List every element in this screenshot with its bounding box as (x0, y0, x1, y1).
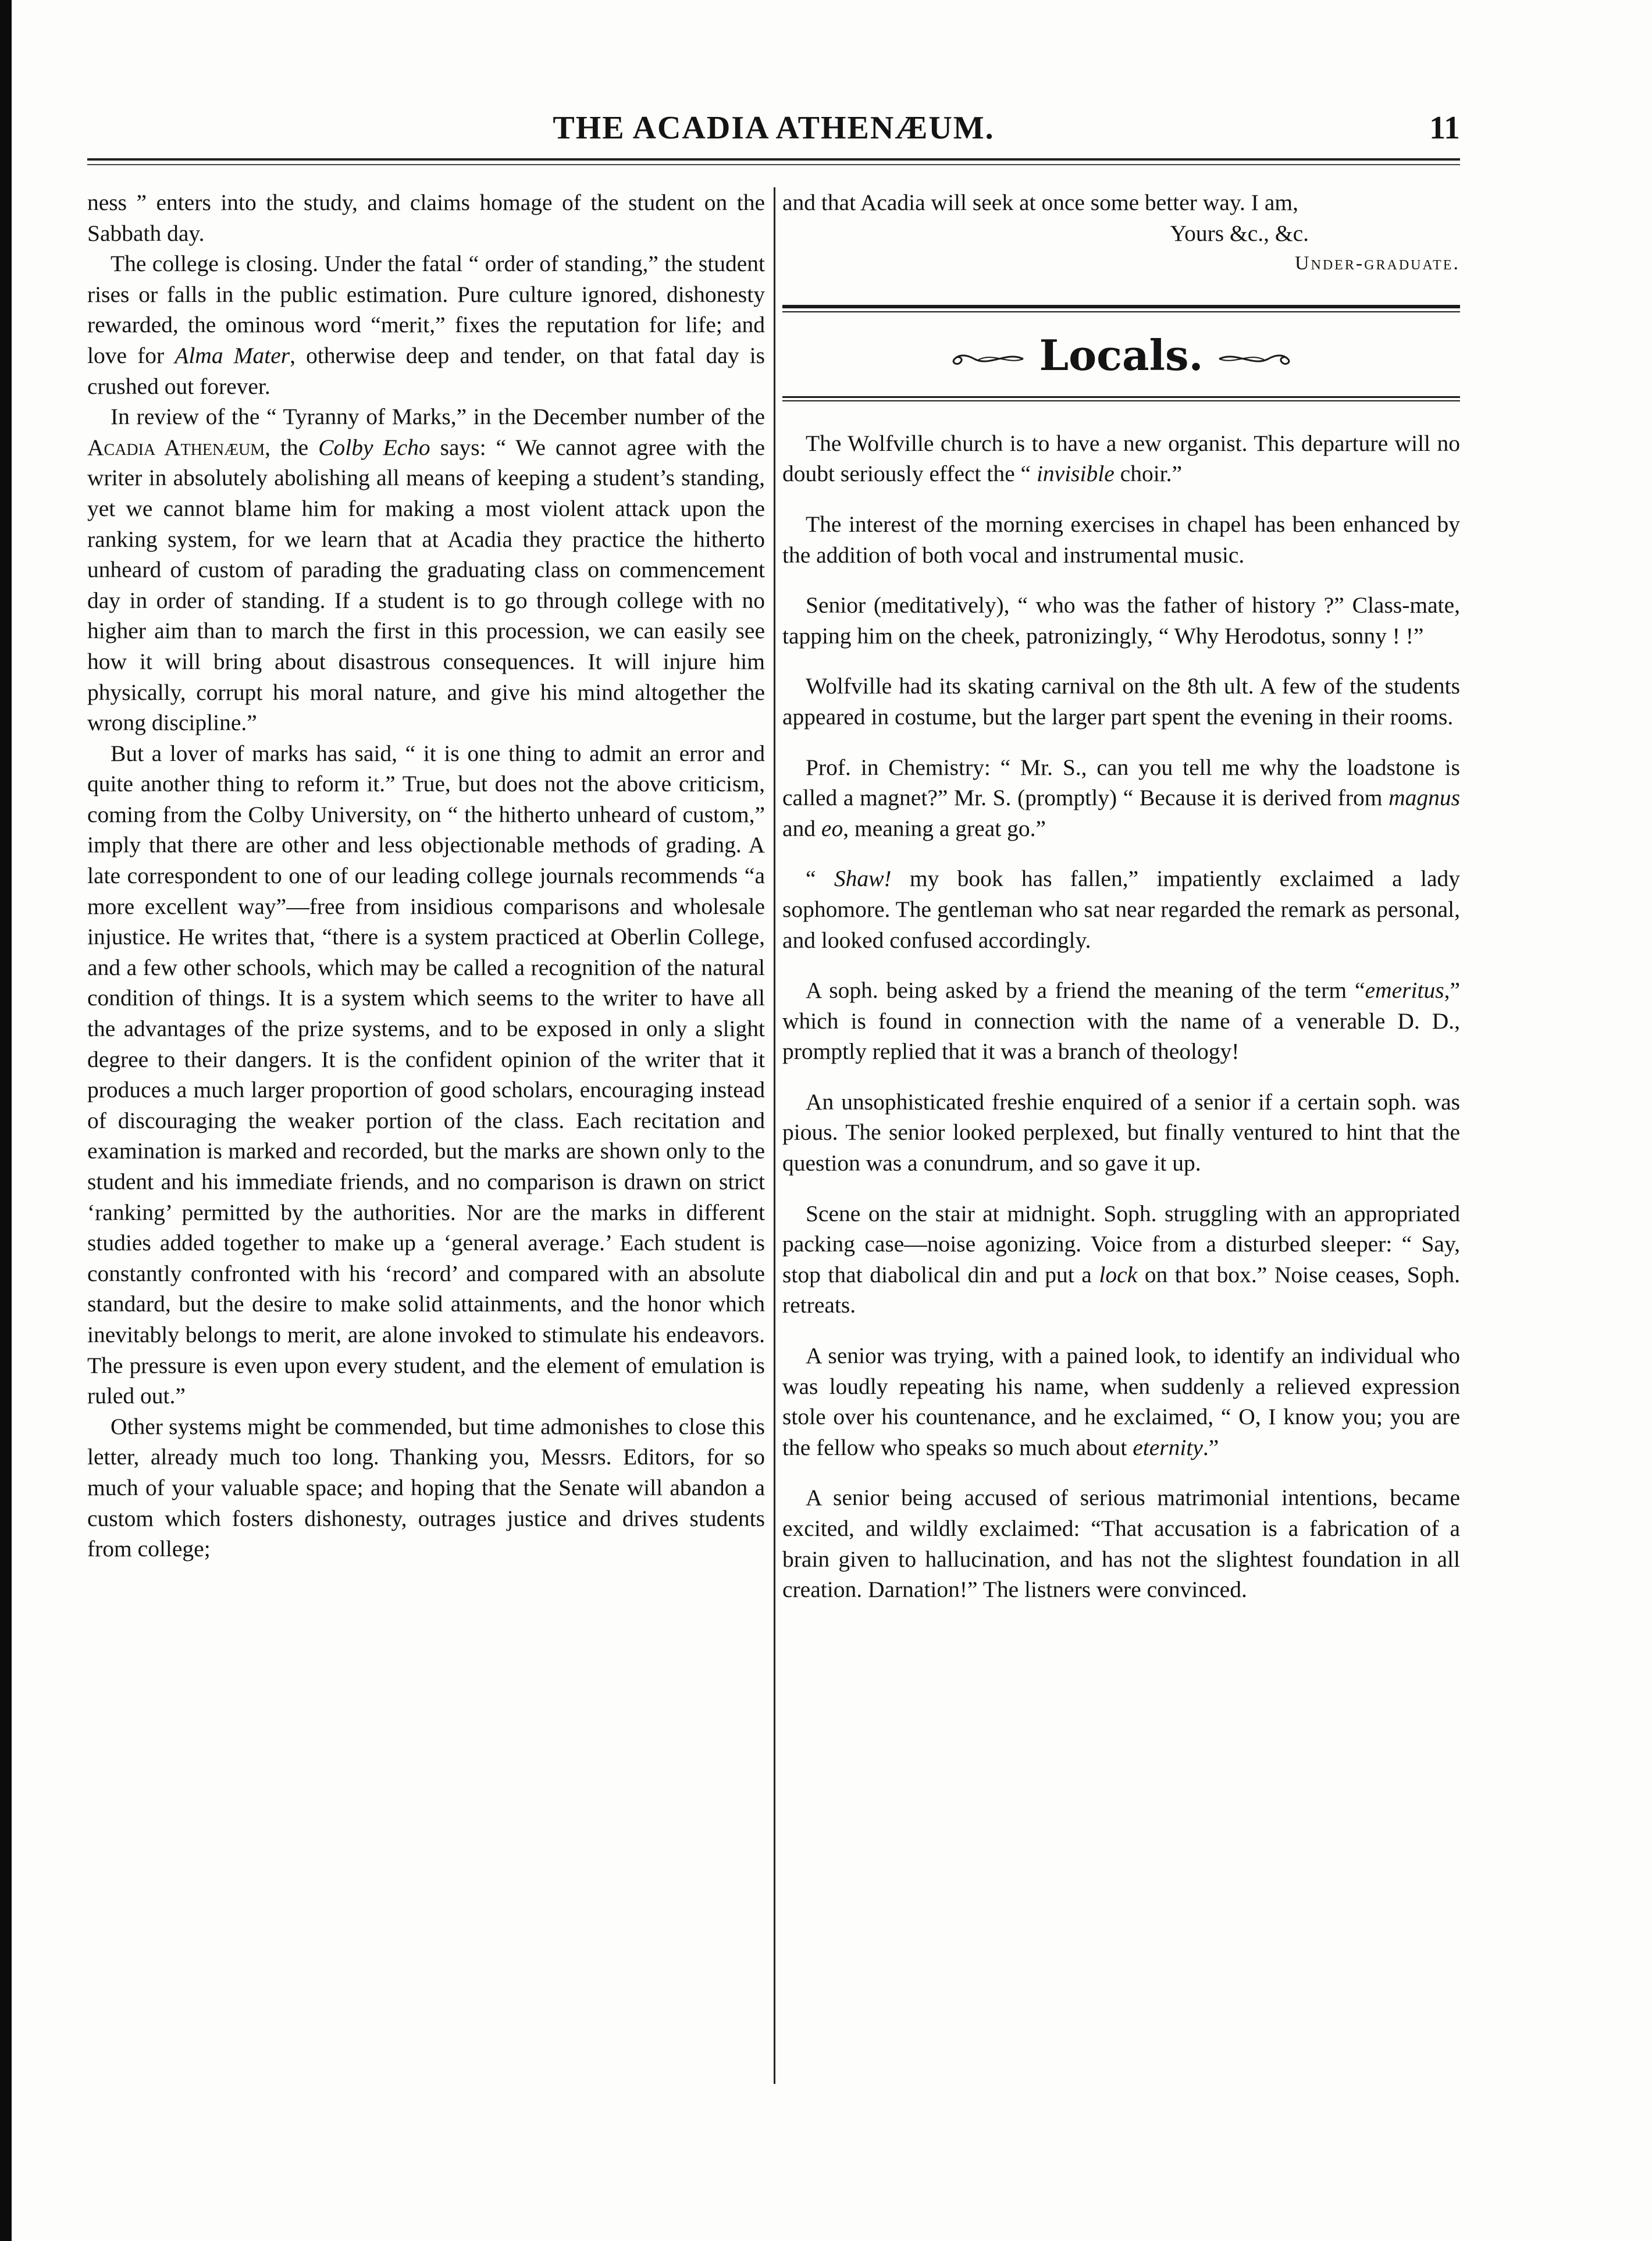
right-column (782, 187, 1460, 1605)
text-run: .” (1202, 1434, 1219, 1460)
italic-text: emeritus (1365, 977, 1444, 1004)
local-item (782, 1087, 1460, 1179)
italic-text: Shaw! (834, 866, 892, 892)
italic-text: eternity (1133, 1434, 1203, 1460)
locals-heading (782, 332, 1460, 379)
local-item (782, 428, 1460, 489)
text-run: An unsophisticated freshie enquired of a senior if a certain soph. was pious. The senior looked perplexed, but finally ventured to hint that the question was a conundrum, and so gave it up. (782, 1089, 1460, 1176)
left-flourish-icon (949, 347, 1024, 371)
text-run: my book has fallen,” impatiently exclaimed a lady sophomore. The gentleman who sat near regarded the remark as personal, and looked confused accordingly. (782, 866, 1460, 953)
italic-text: lock (1099, 1261, 1138, 1287)
text-run: The college is closing. Under the fatal “ order of standing,” the student rises or falls in the public estimation. Pure culture ignored, dishonesty rewarded, the ominous word “merit,” fixes the reputation for life; and love for (87, 251, 765, 368)
right-flourish-icon (1218, 347, 1294, 371)
text-run: The interest of the morning exercises in chapel has been enhanced by the addition of both vocal and instrumental music. (782, 511, 1460, 568)
header-rule (87, 158, 1460, 165)
text-run: Prof. in Chemistry: “ Mr. S., can you tell me why the loadstone is called a magnet?” Mr. S. (promptly) “ Because it is derived from (782, 754, 1460, 811)
text-run: ,” which is found in connection with the name of a venerable D. D., promptly replied that it was a branch of theology! (782, 977, 1460, 1065)
small-caps-text: Acadia Athenæum (87, 434, 265, 460)
running-header (87, 109, 1460, 150)
italic-text: Colby Echo (318, 434, 430, 460)
local-item (782, 863, 1460, 955)
text-run: A soph. being asked by a friend the meaning of the term “ (806, 977, 1365, 1004)
text-run: “ (806, 866, 834, 892)
paragraph (87, 738, 765, 1411)
italic-text: eo (821, 815, 843, 841)
paragraph (87, 401, 765, 738)
local-item (782, 975, 1460, 1067)
local-item (782, 752, 1460, 844)
section-rule (782, 305, 1460, 312)
text-run: In review of the “ Tyranny of Marks,” in the December number of the (111, 404, 765, 430)
text-run: ness ” enters into the study, and claims homage of the student on the Sabbath day. (87, 190, 765, 246)
text-run: Senior (meditatively), “ who was the father of history ?” Class-mate, tapping him on the cheek, patronizingly, “ Why Herodotus, sonny ! !” (782, 592, 1460, 649)
text-run: But a lover of marks has said, “ it is one thing to admit an error and quite another thing to reform it.” True, but does not the above criticism, coming from the Colby University, on “ the hitherto unheard of custom,” imply that there are other and less objectionable methods of grading. A late correspondent to one of our leading college journals recommends “a more excellent way”—free from insidious comparisons and wholesale injustice. He writes that, “there is a system practiced at Oberlin College, and a few other schools, which may be called a recognition of the natural condition of things. It is a system which seems to the writer to have all the advantages of the prize systems, and to be exposed in only a slight degree to their dangers. It is the confident opinion of the writer that it produces a much larger proportion of good scholars, encouraging instead of discouraging the weaker portion of the class. Each recitation and examination is marked and recorded, but the marks are shown only to the student and his immediate friends, and no comparison is drawn on strict ‘ranking’ permitted by the authorities. Nor are the marks in different studies added together to make up a ‘general average.’ Each student is constantly confronted with his ‘record’ and compared with an absolute standard, but the desire to make solid attainments, and the honor which inevitably belongs to merit, are alone invoked to stimulate his endeavors. The pressure is even upon every student, and the element of emulation is ruled out.” (87, 740, 765, 1409)
local-item (782, 671, 1460, 732)
text-run: A senior being accused of serious matrimonial intentions, became excited, and wildly exclaimed: “That accusation is a fabrication of a brain given to hallucination, and has not the slightest foundation in all creation. Darnation!” The listners were convinced. (782, 1485, 1460, 1603)
signature-block (782, 218, 1460, 279)
text-run: Wolfville had its skating carnival on the 8th ult. A few of the students appeared in costume, but the larger part spent the evening in their rooms. (782, 673, 1460, 730)
section-title: Locals. (1039, 330, 1204, 380)
journal-title: THE ACADIA ATHENÆUM. (553, 110, 995, 146)
text-run: says: “ We cannot agree with the writer in absolutely abolishing all means of keeping a student’s standing, yet we cannot blame him for making a most violent attack upon the ranking system, for we learn that at Acadia they practice the hitherto unheard of custom of parading the graduating class on commencement day in order of standing. If a student is to go through college with no higher aim than to march the first in this procession, we can easily see how it will bring about disastrous consequences. It will injure him physically, corrupt his moral nature, and give his mind altogether the wrong discipline.” (87, 434, 765, 736)
local-item (782, 1198, 1460, 1321)
paragraph (87, 1411, 765, 1564)
text-run: and (782, 815, 821, 841)
paragraph (87, 187, 765, 248)
letter-closing: and that Acadia will seek at once some better way. I am, (782, 190, 1298, 215)
text-run: Scene on the stair at midnight. Soph. struggling with an appropriated packing case—noise agonizing. Voice from a disturbed sleeper: “ Say, stop that diabolical din and put a (782, 1200, 1460, 1287)
signature-name: Under-graduate. (1294, 252, 1460, 275)
scan-edge (0, 0, 12, 2241)
text-run: A senior was trying, with a pained look, to identify an individual who was loudly repeating his name, when suddenly a relieved expression stole over his countenance, and he exclaimed, “ O, I know you; you are the fellow who speaks so much about (782, 1343, 1460, 1460)
italic-text: Alma Mater (175, 342, 290, 368)
text-run: , meaning a great go.” (843, 815, 1046, 841)
local-item (782, 590, 1460, 651)
italic-text: invisible (1036, 461, 1115, 487)
local-item (782, 509, 1460, 570)
column-divider (774, 187, 775, 2084)
text-run: choir.” (1114, 461, 1183, 487)
left-column (87, 187, 765, 1564)
signature-salutation: Yours &c., &c. (1170, 220, 1309, 246)
text-run: , the (265, 434, 319, 460)
local-item (782, 1482, 1460, 1605)
section-rule (782, 396, 1460, 401)
paragraph (87, 248, 765, 401)
text-run: , otherwise deep and tender, on that fatal day is crushed out forever. (87, 342, 765, 399)
page-number: 11 (1429, 110, 1460, 146)
text-run: The Wolfville church is to have a new organist. This departure will no doubt seriously effect the “ (782, 430, 1460, 487)
text-run: Other systems might be commended, but time admonishes to close this letter, already much too long. Thanking you, Messrs. Editors, for so much of your valuable space; and hoping that the Senate will abandon a custom which fosters dishonesty, outrages justice and drives students from college; (87, 1413, 765, 1562)
local-item (782, 1340, 1460, 1463)
text-run: on that box.” Noise ceases, Soph. retreats. (782, 1261, 1460, 1318)
italic-text: magnus (1388, 785, 1460, 811)
